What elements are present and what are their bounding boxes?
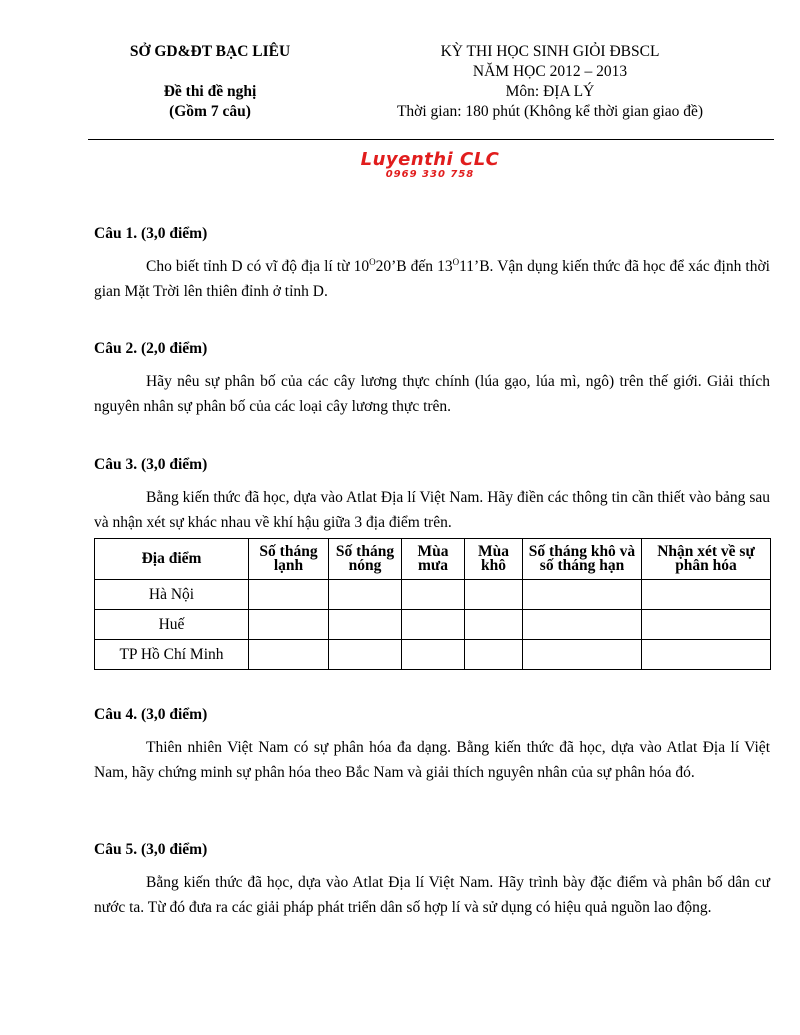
header-divider <box>88 139 774 140</box>
location-cell: Huế <box>95 610 249 640</box>
empty-cell <box>523 580 642 610</box>
empty-cell <box>329 580 402 610</box>
question-1-text: Cho biết tỉnh D có vĩ độ địa lí từ $10^O20’B$ đến $13^O11’B$. Vận dụng kiến thức đã học để xác định thời gian Mặt Trời lên thiên đỉnh ở tỉnh D. <box>94 257 770 300</box>
question-1 <box>94 224 770 304</box>
question-2-title: Câu 2. (2,0 điểm) <box>94 340 208 357</box>
empty-cell <box>402 580 465 610</box>
question-3 <box>94 455 770 535</box>
empty-cell <box>523 610 642 640</box>
question-4-title: Câu 4. (3,0 điểm) <box>94 706 208 723</box>
subject: Môn: ĐỊA LÝ <box>505 83 595 100</box>
empty-cell <box>642 640 771 670</box>
department-name: SỞ GD&ĐT BẠC LIÊU <box>129 43 291 60</box>
question-2-text: Hãy nêu sự phân bố của các cây lương thực chính (lúa gạo, lúa mì, ngô) trên thế giới. Giải thích nguyên nhân sự phân bố của các loại cây lương thực trên. <box>94 373 770 415</box>
school-year: NĂM HỌC 2012 – 2013 <box>472 63 628 80</box>
table-header-row <box>95 539 771 580</box>
table-row <box>95 610 771 640</box>
empty-cell <box>465 640 523 670</box>
question-5 <box>94 840 770 920</box>
column-header: Số tháng lạnh <box>249 539 329 580</box>
question-3-text: Bằng kiến thức đã học, dựa vào Atlat Địa lí Việt Nam. Hãy điền các thông tin cần thiết vào bảng sau và nhận xét sự khác nhau về khí hậu giữa 3 địa điểm trên. <box>94 489 770 531</box>
question-3-title: Câu 3. (3,0 điểm) <box>94 456 208 473</box>
empty-cell <box>249 580 329 610</box>
empty-cell <box>249 640 329 670</box>
climate-table <box>94 538 771 670</box>
empty-cell <box>249 610 329 640</box>
question-1-title: Câu 1. (3,0 điểm) <box>94 225 208 242</box>
column-header: Số tháng nóng <box>329 539 402 580</box>
question-2 <box>94 339 770 419</box>
question-4 <box>94 705 770 785</box>
brand-name: Luyenthi CLC <box>360 149 500 170</box>
location-cell: TP Hồ Chí Minh <box>95 640 249 670</box>
column-header: Mùa khô <box>465 539 523 580</box>
location-cell: Hà Nội <box>95 580 249 610</box>
column-header: Nhận xét về sự phân hóa <box>642 539 771 580</box>
question-5-text: Bằng kiến thức đã học, dựa vào Atlat Địa lí Việt Nam. Hãy trình bày đặc điểm và phân bố dân cư nước ta. Từ đó đưa ra các giải pháp phát triển dân số hợp lí và sử dụng có hiệu quả nguồn lao động. <box>94 874 770 916</box>
empty-cell <box>329 640 402 670</box>
table-row <box>95 640 771 670</box>
column-header: Địa điểm <box>95 539 249 580</box>
empty-cell <box>523 640 642 670</box>
empty-cell <box>465 610 523 640</box>
question-5-title: Câu 5. (3,0 điểm) <box>94 841 208 858</box>
empty-cell <box>465 580 523 610</box>
document-header <box>0 42 800 122</box>
column-header: Số tháng khô và số tháng hạn <box>523 539 642 580</box>
empty-cell <box>642 610 771 640</box>
column-header: Mùa mưa <box>402 539 465 580</box>
brand-phone: 0969 330 758 <box>385 169 475 180</box>
brand-watermark <box>330 151 530 181</box>
exam-time: Thời gian: 180 phút (Không kể thời gian giao đề) <box>396 103 704 120</box>
empty-cell <box>402 610 465 640</box>
question-count: (Gồm 7 câu) <box>169 103 251 120</box>
question-4-text: Thiên nhiên Việt Nam có sự phân hóa đa dạng. Bằng kiến thức đã học, dựa vào Atlat Địa lí Việt Nam, hãy chứng minh sự phân hóa theo Bắc Nam và giải thích nguyên nhân của sự phân hóa đó. <box>94 739 770 781</box>
exam-name: KỲ THI HỌC SINH GIỎI ĐBSCL <box>440 43 660 60</box>
table-row <box>95 580 771 610</box>
empty-cell <box>329 610 402 640</box>
empty-cell <box>642 580 771 610</box>
empty-cell <box>402 640 465 670</box>
document-type: Đề thi đề nghị <box>163 83 257 100</box>
